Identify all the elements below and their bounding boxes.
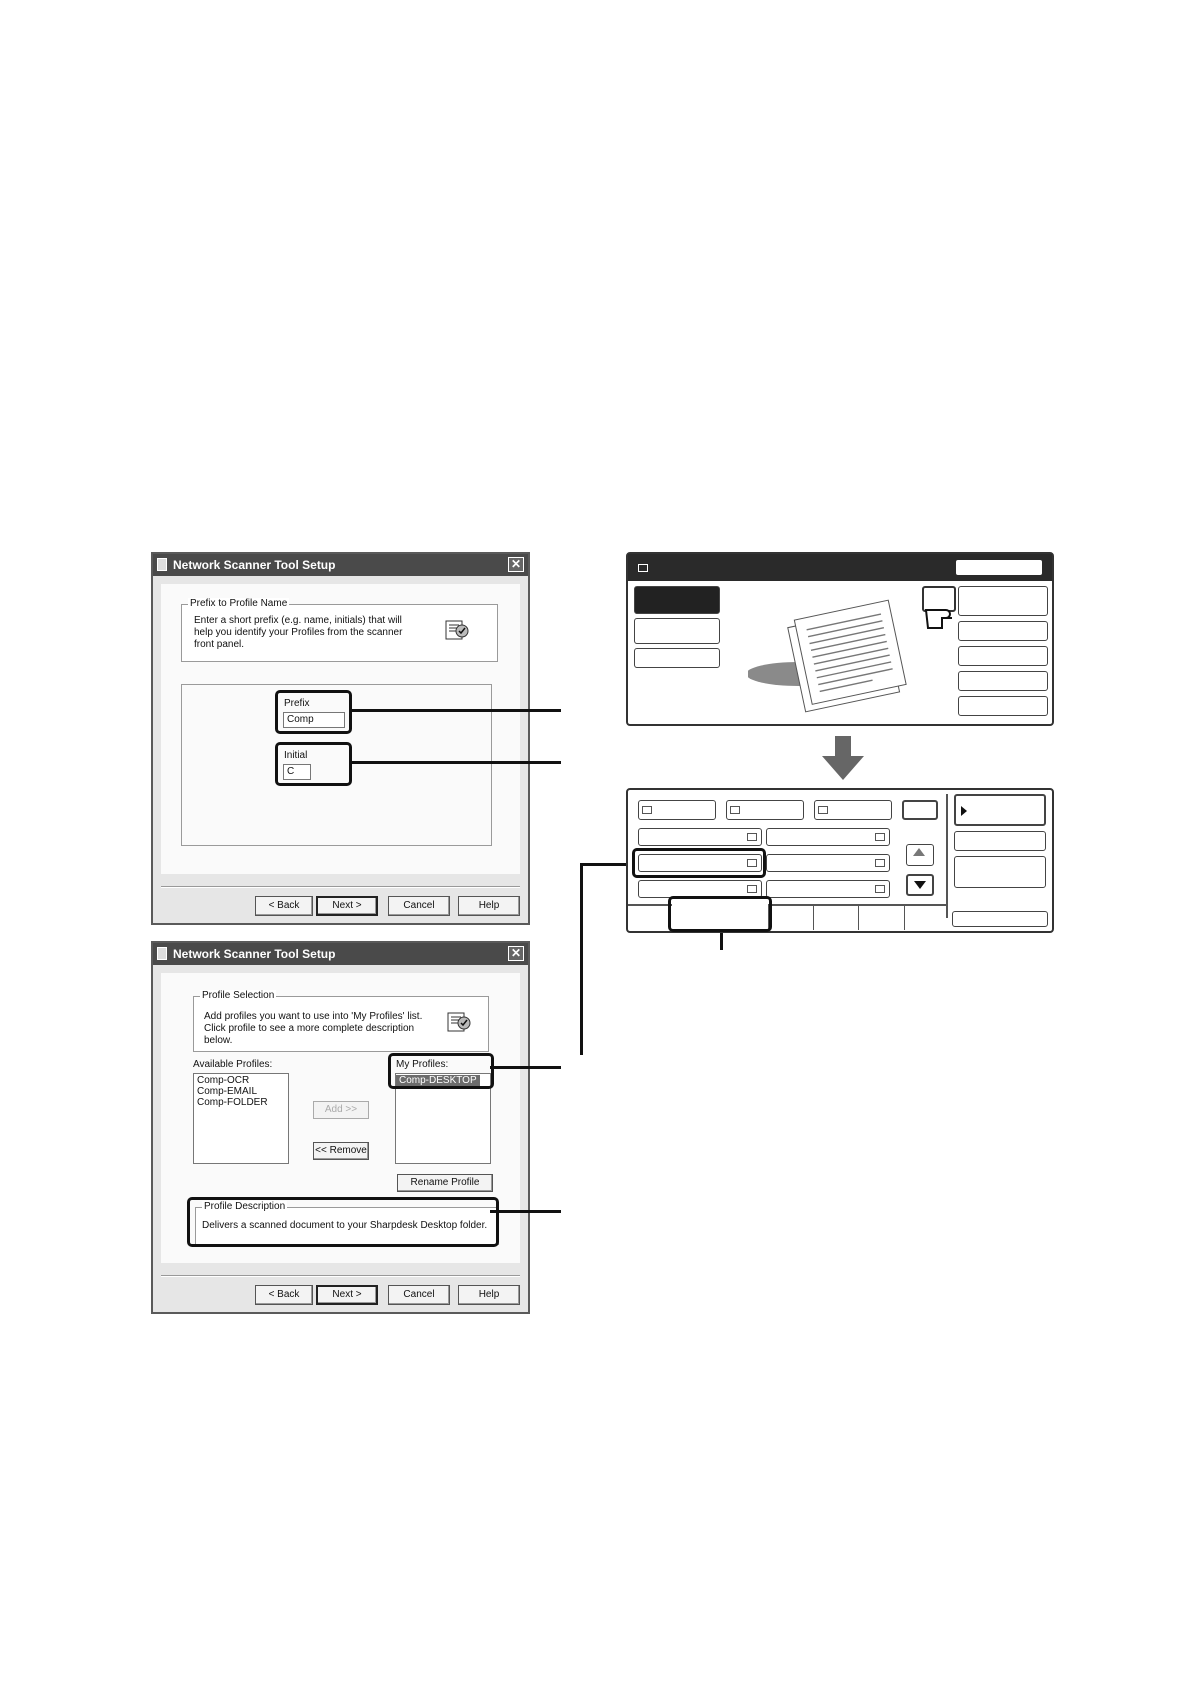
bottom-right-button[interactable] [952, 911, 1048, 927]
scan-icon [642, 806, 652, 814]
address-tab-button[interactable] [726, 800, 804, 820]
available-profiles-label: Available Profiles: [193, 1059, 273, 1070]
close-icon[interactable]: ✕ [508, 557, 524, 572]
group-title: Profile Selection [202, 990, 275, 1001]
side-button-selected[interactable] [954, 794, 1046, 826]
panel-header-bar [628, 554, 1052, 581]
prefix-group [181, 598, 498, 662]
entry-icon [875, 859, 885, 867]
cancel-button[interactable]: Cancel [388, 1285, 450, 1305]
my-profiles-label: My Profiles: [396, 1059, 449, 1070]
prefix-label: Prefix [284, 698, 310, 709]
scroll-down-button[interactable] [906, 874, 934, 896]
side-button[interactable] [954, 856, 1046, 888]
back-button[interactable]: < Back [255, 896, 313, 916]
available-profiles-list[interactable] [193, 1073, 289, 1164]
folder-icon [818, 806, 828, 814]
tab-segment[interactable] [768, 906, 814, 930]
dialog-client-area [161, 973, 520, 1263]
arrow-up-icon [907, 845, 931, 863]
entry-icon [747, 833, 757, 841]
dialog-client-area [161, 584, 520, 874]
profile-selection-group [193, 990, 489, 1052]
profile-description-text: Delivers a scanned document to your Sharpdesk Desktop folder. [202, 1220, 488, 1231]
dialog-title: Network Scanner Tool Setup [173, 947, 336, 961]
mode-button-selected[interactable] [634, 586, 720, 614]
address-tab-button[interactable] [638, 800, 716, 820]
group-description: Add profiles you want to use into 'My Profiles' list. Click profile to see a more complete description below. [204, 1011, 423, 1046]
back-button[interactable]: < Back [255, 1285, 313, 1305]
scanner-app-icon [157, 558, 167, 571]
rename-profile-button[interactable]: Rename Profile [397, 1174, 493, 1192]
button-separator [161, 886, 520, 888]
address-entry[interactable] [766, 828, 890, 846]
address-entry[interactable] [638, 828, 762, 846]
side-button[interactable] [958, 671, 1048, 691]
prefix-input[interactable]: Comp [283, 712, 345, 728]
close-icon[interactable]: ✕ [508, 946, 524, 961]
my-profiles-connector-line [490, 1066, 561, 1069]
remove-profile-button[interactable]: << Remove [313, 1142, 369, 1160]
side-button[interactable] [958, 696, 1048, 716]
initial-input[interactable]: C [283, 764, 311, 780]
button-separator [161, 1275, 520, 1277]
description-connector-line [490, 1210, 561, 1213]
initial-connector-line [351, 761, 561, 764]
tab-segment[interactable] [628, 906, 673, 930]
dialog-title: Network Scanner Tool Setup [173, 558, 336, 572]
list-item[interactable]: Comp-OCR [197, 1075, 250, 1086]
list-item[interactable]: Comp-EMAIL [197, 1086, 258, 1097]
address-tab-button[interactable] [814, 800, 892, 820]
side-button[interactable] [958, 621, 1048, 641]
tab-connector-vertical [720, 933, 723, 950]
panel-mode-icon [638, 564, 648, 572]
scanner-touch-panel-home [626, 552, 1054, 726]
prefix-callout [275, 690, 352, 734]
list-item[interactable]: Comp-FOLDER [197, 1097, 268, 1108]
mode-button[interactable] [634, 648, 720, 668]
next-button[interactable]: Next > [316, 1285, 378, 1305]
initial-label: Initial [284, 750, 308, 761]
dialog-prefix-setup [151, 552, 530, 925]
scroll-up-button[interactable] [906, 844, 934, 866]
prefix-connector-line [351, 709, 561, 712]
play-arrow-icon [959, 804, 971, 818]
desktop-entry-callout [632, 848, 766, 878]
initial-callout [275, 742, 352, 786]
help-button[interactable]: Help [458, 1285, 520, 1305]
tab-segment[interactable] [812, 906, 859, 930]
entry-icon [875, 885, 885, 893]
scanner-app-icon [157, 947, 167, 960]
scanner-touch-panel-address-book [626, 788, 1054, 933]
address-connector-vertical [580, 863, 583, 1055]
profile-description-label: Profile Description [204, 1201, 286, 1212]
tab-segment[interactable] [858, 906, 905, 930]
entry-icon [747, 885, 757, 893]
cancel-button[interactable]: Cancel [388, 896, 450, 916]
profile-description-callout [187, 1197, 499, 1247]
group-title: Prefix to Profile Name [190, 598, 288, 609]
my-profiles-callout [388, 1053, 494, 1089]
down-arrow-icon [822, 736, 864, 780]
panel-header-button[interactable] [956, 560, 1042, 575]
side-button[interactable] [958, 646, 1048, 666]
address-entry[interactable] [766, 880, 890, 898]
dialog-profile-selection [151, 941, 530, 1314]
list-item-selected[interactable]: Comp-DESKTOP [396, 1075, 480, 1086]
tab-callout [668, 896, 772, 932]
email-icon [730, 806, 740, 814]
panel-divider [946, 794, 948, 918]
dialog-title-bar [153, 943, 528, 965]
arrow-down-icon [908, 876, 932, 894]
side-button[interactable] [954, 831, 1046, 851]
address-book-icon-button[interactable] [902, 800, 938, 820]
help-button[interactable]: Help [458, 896, 520, 916]
address-entry[interactable] [766, 854, 890, 872]
pointing-hand-icon [924, 600, 960, 632]
mode-button[interactable] [634, 618, 720, 644]
next-button[interactable]: Next > [316, 896, 378, 916]
add-profile-button[interactable]: Add >> [313, 1101, 369, 1119]
scanned-document-illustration [748, 592, 918, 724]
scanner-wizard-icon [444, 615, 470, 643]
dialog-title-bar [153, 554, 528, 576]
entry-icon [875, 833, 885, 841]
side-button[interactable] [958, 586, 1048, 616]
group-description: Enter a short prefix (e.g. name, initials) that will help you identify your Profiles from the scanner front panel. [194, 615, 403, 650]
scanner-wizard-icon [446, 1007, 472, 1035]
